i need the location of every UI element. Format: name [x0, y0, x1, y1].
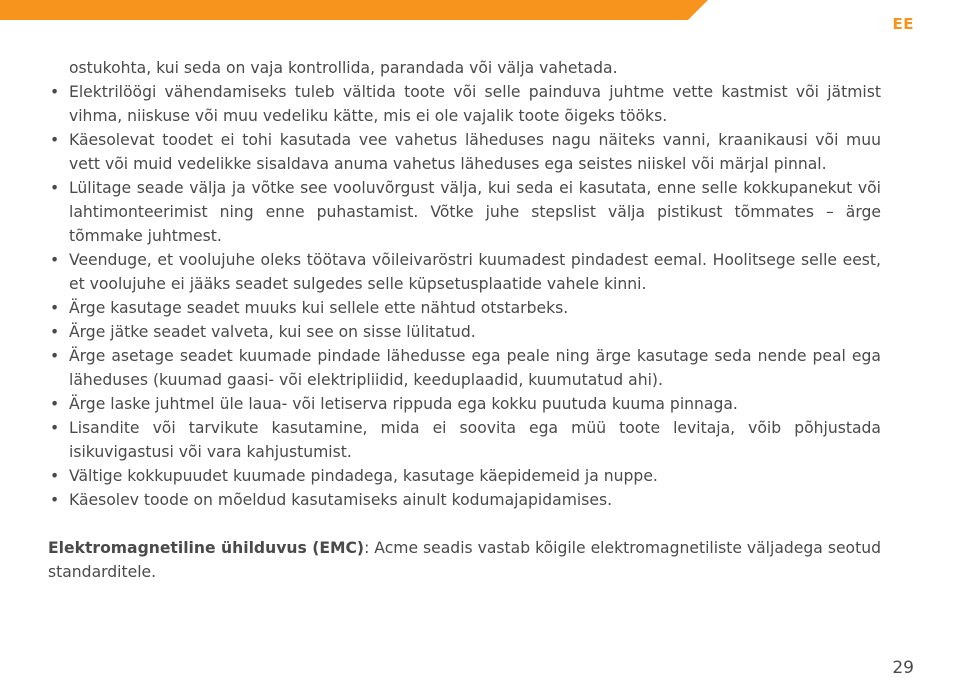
safety-list	[48, 80, 881, 512]
list-item: • Vältige kokkupuudet kuumade pindadega, kasutage käepidemeid ja nuppe.	[48, 464, 881, 488]
document-body	[48, 56, 881, 600]
list-item: • Ärge jätke seadet valveta, kui see on sisse lülitatud.	[48, 320, 881, 344]
list-item: • Käesolevat toodet ei tohi kasutada vee vahetus läheduses nagu näiteks vanni, kraanikausi või muu vett või muid vedelikke sisaldava anuma vahetus läheduses ega seistes niiskel või märjal pinnal.	[48, 128, 881, 176]
list-item: • Ärge asetage seadet kuumade pindade lähedusse ega peale ning ärge kasutage seda nende peal ega läheduses (kuumad gaasi- või elektripliidid, keeduplaadid, kuumutatud ahi).	[48, 344, 881, 392]
header-accent-bar	[0, 0, 954, 20]
language-code: EE	[892, 15, 914, 33]
emc-title: Elektromagnetiline ühilduvus (EMC)	[48, 539, 365, 557]
list-item: • Lülitage seade välja ja võtke see vooluvõrgust välja, kui seda ei kasutata, enne selle kokkupanekut või lahtimonteerimist ning enne puhastamist. Võtke juhe stepslist välja pistikust tõmmates – ärge tõmmake juhtmest.	[48, 176, 881, 248]
continuation-text: ostukohta, kui seda on vaja kontrollida, parandada või välja vahetada.	[69, 59, 618, 77]
list-item: • Elektrilöögi vähendamiseks tuleb vältida toote või selle painduva juhtme vette kastmist või jätmist vihma, niiskuse või muu vedeliku kätte, mis ei ole vajalik toote õigeks tööks.	[48, 80, 881, 128]
list-item: • Ärge kasutage seadet muuks kui sellele ette nähtud otstarbeks.	[48, 296, 881, 320]
list-item: • Lisandite või tarvikute kasutamine, mida ei soovita ega müü toote levitaja, võib põhjustada isikuvigastusi või vara kahjustumist.	[48, 416, 881, 464]
list-item: • Käesolev toode on mõeldud kasutamiseks ainult kodumajapidamises.	[48, 488, 881, 512]
list-item: • Veenduge, et voolujuhe oleks töötava võileivaröstri kuumadest pindadest eemal. Hoolitsege selle eest, et voolujuhe ei jääks seadet sulgedes selle küpsetusplaatide vahele kinni.	[48, 248, 881, 296]
emc-paragraph	[48, 536, 881, 584]
page-number: 29	[892, 658, 914, 678]
emc-text: : Acme seadis vastab kõigile elektromagnetiliste väljadega seotud standarditele.	[48, 539, 881, 581]
list-item: • Ärge laske juhtmel üle laua- või letiserva rippuda ega kokku puutuda kuuma pinnaga.	[48, 392, 881, 416]
